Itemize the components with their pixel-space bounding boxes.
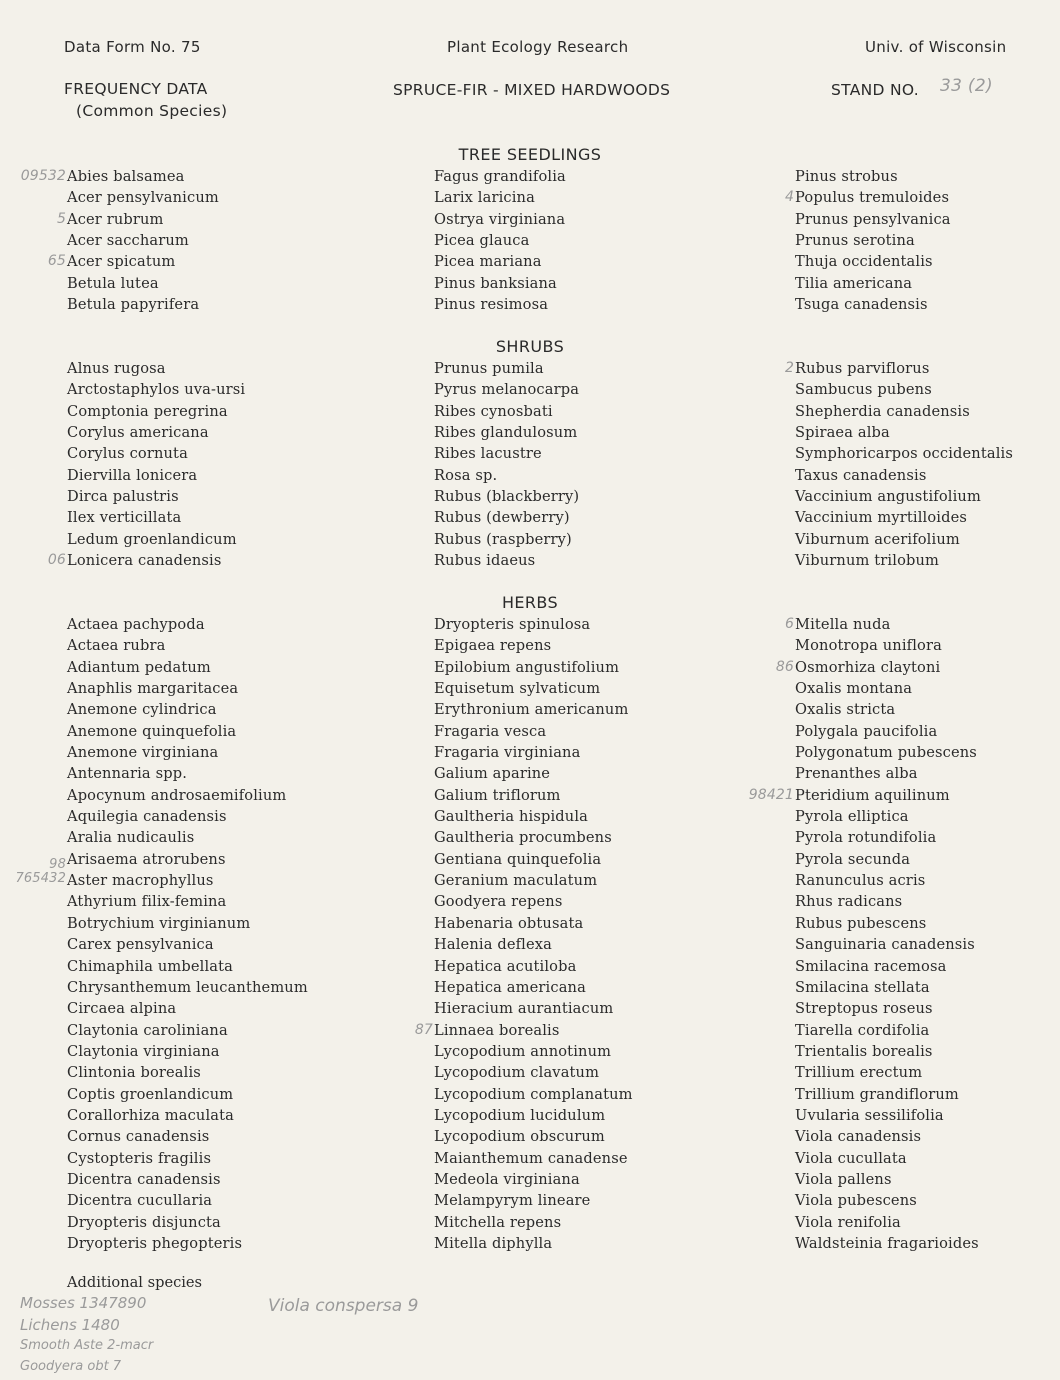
organization: Plant Ecology Research [447,38,629,56]
frequency-note: 06 [47,552,66,569]
list-item: Claytonia caroliniana [67,1021,228,1039]
list-item: Maianthemum canadense [434,1149,628,1167]
list-item: Viola cucullata [795,1149,907,1167]
list-item: Carex pensylvanica [67,936,214,954]
list-item: Galium aparine [434,765,551,783]
list-item: Corallorhiza maculata [67,1106,235,1124]
list-item: Symphoricarpos occidentalis [795,445,1013,463]
list-item: Rubus (blackberry) [434,488,580,506]
list-item: Cornus canadensis [67,1128,210,1146]
list-item: Arctostaphylos uva-ursi [67,381,246,399]
frequency-data-title: FREQUENCY DATA [64,80,208,98]
list-item: Actaea pachypoda [67,616,205,633]
list-item: Rubus (raspberry) [434,530,572,548]
list-item: Pyrola secunda [795,850,911,868]
list-item: Tilia americana [795,274,913,292]
list-item: Fragaria vesca [434,722,547,740]
additional-note: Goodyera obt 7 [20,1359,122,1374]
list-item: Aquilegia canadensis [67,808,227,826]
list-item: Dryopteris disjuncta [67,1213,221,1231]
list-item: Antennaria spp. [67,765,187,783]
tree-column-2 [434,166,566,315]
list-item: Viola renifolia [795,1213,901,1231]
herbs-title: HERBS [501,593,559,612]
frequency-note: 6 [784,616,794,632]
list-item: Corylus cornuta [67,445,188,463]
list-item: Ilex verticillata [67,509,182,527]
list-item: Comptonia peregrina [67,402,228,420]
list-item: Aralia nudicaulis [67,829,195,847]
stand-type-title: SPRUCE-FIR - MIXED HARDWOODS [393,81,671,99]
herb-column-1 [15,614,308,1254]
shrub-column-3 [784,358,1013,571]
viola-note: Viola conspersa 9 [268,1296,419,1316]
list-item: Rubus (dewberry) [434,509,570,527]
list-item: Fragaria virginiana [434,744,581,762]
tree-seedlings-title: TREE SEEDLINGS [458,145,602,164]
list-item: Chrysanthemum leucanthemum [67,978,308,996]
list-item: Rhus radicans [795,893,903,911]
list-item: Adiantum pedatum [67,658,211,676]
list-item: Chimaphila umbellata [67,957,234,975]
list-item: 5 Acer rubrum [67,209,219,230]
list-item: 65 Acer spicatum [67,251,219,272]
list-item: 98421 Pteridium aquilinum [795,785,979,806]
list-item: Picea mariana [434,253,542,271]
list-item: Shepherdia canadensis [795,402,970,420]
list-item: Prenanthes alba [795,765,918,783]
shrub-column-2 [434,358,579,571]
list-item: Gaultheria procumbens [434,829,612,847]
list-item: Tiarella cordifolia [795,1021,930,1039]
list-item: Habenaria obtusata [434,914,584,932]
list-item: Hepatica acutiloba [434,957,577,975]
list-item: Claytonia virginiana [67,1042,220,1060]
frequency-note: 4 [784,189,794,206]
list-item: Lycopodium lucidulum [434,1106,606,1124]
frequency-note: 98421 [748,786,794,803]
list-item: Rubus pubescens [795,914,927,932]
list-item: Ranunculus acris [795,872,926,890]
list-item: Betula papyrifera [67,296,200,314]
frequency-note: 86 [775,658,794,675]
list-item: Prunus pensylvanica [795,210,951,228]
list-item: Oxalis stricta [795,701,896,719]
list-item: Vaccinium angustifolium [795,488,981,506]
list-item: Betula lutea [67,274,159,292]
list-item: Pyrus melanocarpa [434,381,580,399]
list-item: Circaea alpina [67,1000,177,1018]
common-species-subtitle: (Common Species) [76,102,228,120]
list-item: Trillium erectum [795,1064,923,1082]
additional-note: Lichens 1480 [20,1316,120,1334]
shrubs-title: SHRUBS [495,337,565,356]
tree-column-3 [784,166,951,315]
list-item: 98 765432 Aster macrophyllus [15,857,214,890]
frequency-note: 87 [414,1021,433,1038]
herb-column-3 [748,614,979,1254]
additional-note: Smooth Aste 2-macr [20,1338,154,1353]
list-item: Rubus idaeus [434,552,536,570]
list-item: Lycopodium annotinum [434,1042,612,1060]
list-item: Viburnum acerifolium [795,530,960,548]
list-item: Diervilla lonicera [67,466,198,484]
list-item: Monotropa uniflora [795,637,942,655]
list-item: Lycopodium clavatum [434,1064,600,1082]
list-item: Lycopodium obscurum [434,1128,605,1146]
list-item: Mitchella repens [434,1213,562,1231]
list-item: Waldsteinia fragarioides [795,1234,979,1252]
list-item: Clintonia borealis [67,1064,201,1082]
frequency-note: 98 765432 [15,857,66,887]
shrub-column-1 [47,358,246,571]
list-item: Melampyrym lineare [434,1192,591,1210]
tree-column-1 [20,166,219,315]
list-item: Geranium maculatum [434,872,598,890]
list-item: Sanguinaria canadensis [795,936,975,954]
list-item: Anemone quinquefolia [67,722,237,740]
herb-column-2 [414,614,633,1254]
list-item: 2 Rubus parviflorus [795,358,1013,379]
list-item: 06 Lonicera canadensis [67,550,245,571]
list-item: Oxalis montana [795,680,913,698]
list-item: Uvularia sessilifolia [795,1106,944,1124]
list-item: Anaphlis margaritacea [67,680,239,698]
list-item: Epilobium angustifolium [434,658,620,676]
list-item: Ribes lacustre [434,445,542,463]
list-item: Botrychium virginianum [67,914,251,932]
list-item: Viola pubescens [795,1192,917,1210]
list-item: Dicentra canadensis [67,1170,221,1188]
list-item: Galium triflorum [434,786,561,804]
list-item: Picea glauca [434,232,530,250]
list-item: Hieracium aurantiacum [434,1000,614,1018]
list-item: Dryopteris spinulosa [434,616,591,633]
list-item: Dryopteris phegopteris [67,1234,243,1252]
list-item: Larix laricina [434,189,535,207]
list-item: Polygala paucifolia [795,722,938,740]
list-item: Goodyera repens [434,893,563,911]
stand-number-label: STAND NO. [831,81,919,99]
list-item: Erythronium americanum [434,701,629,719]
university: Univ. of Wisconsin [865,38,1007,56]
form-number: Data Form No. 75 [64,38,201,56]
stand-number-value: 33 (2) [940,76,993,96]
list-item: Sambucus pubens [795,381,932,399]
list-item: Ribes glandulosum [434,424,578,442]
list-item: Thuja occidentalis [795,253,933,271]
list-item: Lycopodium complanatum [434,1085,633,1103]
list-item: Athyrium filix-femina [67,893,227,911]
list-item: Actaea rubra [67,637,166,655]
list-item: 86 Osmorhiza claytoni [795,657,979,678]
list-item: Smilacina stellata [795,978,930,996]
list-item: Pinus strobus [795,168,898,185]
list-item: Trillium grandiflorum [795,1085,959,1103]
additional-note: Mosses 1347890 [20,1294,147,1312]
list-item: Viola canadensis [795,1128,922,1146]
list-item: Pinus resimosa [434,296,549,314]
list-item: 4 Populus tremuloides [795,187,951,208]
list-item: Rosa sp. [434,466,498,484]
list-item: Acer pensylvanicum [67,189,219,207]
list-item: Hepatica americana [434,978,586,996]
list-item: Taxus canadensis [795,466,927,484]
frequency-note: 5 [56,210,66,227]
list-item: Alnus rugosa [67,360,166,377]
frequency-note: 65 [47,253,66,270]
list-item: 87 Linnaea borealis [434,1020,633,1041]
list-item: 6 Mitella nuda [795,614,979,635]
list-item: Corylus americana [67,424,209,442]
list-item: Anemone cylindrica [67,701,217,719]
list-item: Prunus pumila [434,360,544,377]
list-item: Gentiana quinquefolia [434,850,602,868]
list-item: Apocynum androsaemifolium [67,786,287,804]
list-item: Tsuga canadensis [795,296,928,314]
list-item: Dirca palustris [67,488,179,506]
list-item: Ledum groenlandicum [67,530,237,548]
list-item: Pyrola elliptica [795,808,909,826]
list-item: Coptis groenlandicum [67,1085,234,1103]
list-item: Viburnum trilobum [795,552,940,570]
list-item: Arisaema atrorubens [67,850,226,868]
list-item: Anemone virginiana [67,744,219,762]
list-item: Prunus serotina [795,232,915,250]
list-item: Vaccinium myrtilloides [795,509,968,527]
list-item: Mitella diphylla [434,1234,553,1252]
list-item: Epigaea repens [434,637,552,655]
list-item: Ribes cynosbati [434,402,553,420]
list-item: Pyrola rotundifolia [795,829,937,847]
list-item: Streptopus roseus [795,1000,933,1018]
list-item: Fagus grandifolia [434,168,566,185]
list-item: Polygonatum pubescens [795,744,977,762]
list-item: 09532 Abies balsamea [67,166,219,187]
list-item: Trientalis borealis [795,1042,933,1060]
list-item: Pinus banksiana [434,274,557,292]
list-item: Medeola virginiana [434,1170,580,1188]
frequency-note: 09532 [20,168,66,184]
list-item: Halenia deflexa [434,936,553,954]
list-item: Cystopteris fragilis [67,1149,212,1167]
list-item: Gaultheria hispidula [434,808,588,826]
list-item: Viola pallens [795,1170,892,1188]
list-item: Dicentra cucullaria [67,1192,213,1210]
list-item: Ostrya virginiana [434,210,566,228]
list-item: Equisetum sylvaticum [434,680,601,698]
list-item: Smilacina racemosa [795,957,947,975]
frequency-note: 2 [784,360,794,376]
list-item: Spiraea alba [795,424,890,442]
list-item: Acer saccharum [67,232,189,250]
additional-species-label: Additional species [67,1274,203,1291]
